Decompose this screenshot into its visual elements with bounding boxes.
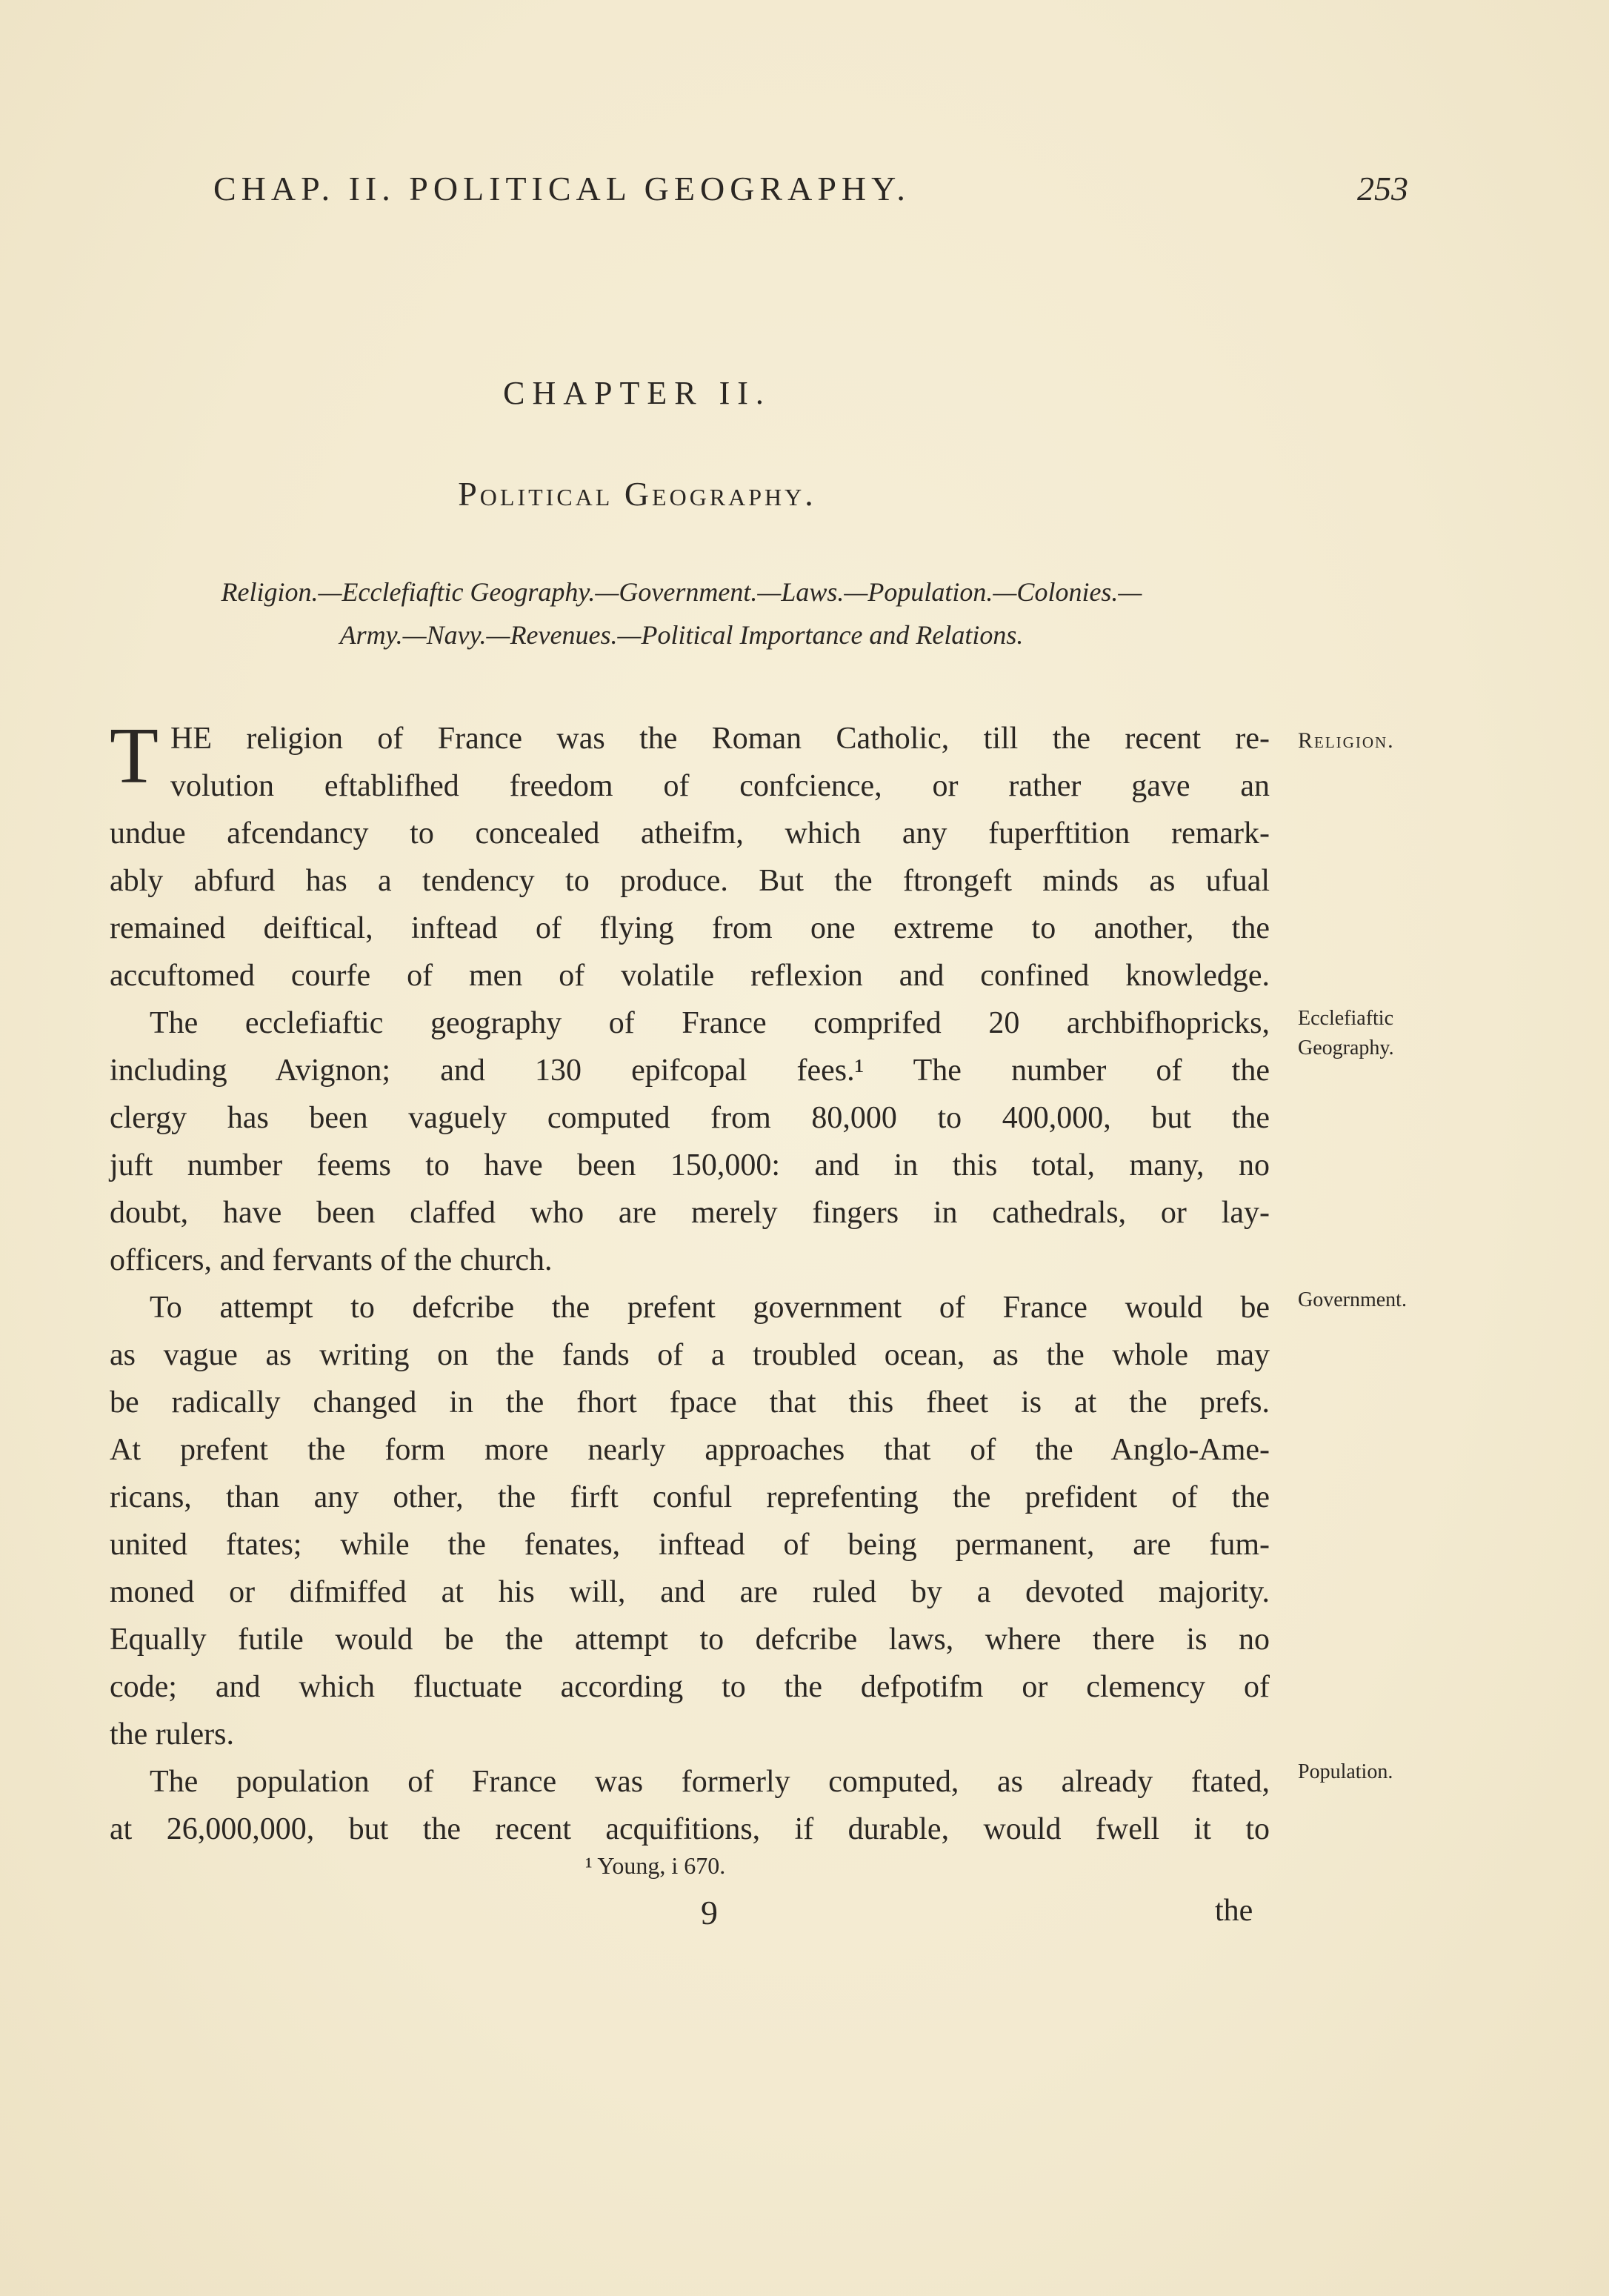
text-line: officers, and fervants of the church. [110,1243,553,1277]
chapter-subtitle: Political Geography. [458,475,816,513]
margin-note-population: Population. [1298,1760,1393,1783]
text-line: united ftates; while the fenates, inftead of being permanent, are fum- [110,1528,1270,1562]
drop-cap: T [110,712,159,800]
catchword: the [1215,1894,1253,1928]
text-line: the rulers. [110,1717,234,1751]
text-line: doubt, have been claffed who are merely fingers in cathedrals, or lay- [110,1196,1270,1230]
margin-note-geography: Geography. [1298,1036,1394,1059]
text-line: volution eftablifhed freedom of confcience, or rather gave an [170,769,1270,803]
text-line: be radically changed in the fhort fpace that this fheet is at the prefs. [110,1385,1270,1420]
contents-line: Religion.—Ecclefiaftic Geography.—Government.—Laws.—Population.—Colonies.— [221,577,1142,607]
page-number: 253 [1357,170,1408,207]
text-line: juft number feems to have been 150,000: and in this total, many, no [110,1148,1270,1182]
text-line: Equally futile would be the attempt to defcribe laws, where there is no [110,1623,1270,1657]
text-line: At prefent the form more nearly approaches that of the Anglo-Ame- [110,1433,1270,1467]
text-line: The population of France was formerly computed, as already ftated, [150,1765,1270,1799]
margin-note-government: Government. [1298,1288,1407,1311]
text-line: ably abfurd has a tendency to produce. But the ftrongeft minds as ufual [110,864,1270,898]
text-line: accuftomed courfe of men of volatile reflexion and confined knowledge. [110,959,1270,993]
text-line: undue afcendancy to concealed atheifm, which any fuperftition remark- [110,816,1270,851]
text-line: clergy has been vaguely computed from 80,000 to 400,000, but the [110,1101,1270,1135]
signature-mark: 9 [701,1894,718,1931]
text-line: including Avignon; and 130 epifcopal fees.¹ The number of the [110,1054,1270,1088]
running-head: CHAP. II. POLITICAL GEOGRAPHY. [213,170,910,207]
text-line: moned or difmiffed at his will, and are ruled by a devoted majority. [110,1575,1270,1609]
footnote: ¹ Young, i 670. [585,1852,726,1879]
text-line: The ecclefiaftic geography of France comprifed 20 archbifhopricks, [150,1006,1270,1040]
text-line: code; and which fluctuate according to the defpotifm or clemency of [110,1670,1270,1704]
text-line: ricans, than any other, the firft conful reprefenting the prefident of the [110,1480,1270,1514]
text-line: To attempt to defcribe the prefent government of France would be [150,1291,1270,1325]
text-line: HE religion of France was the Roman Catholic, till the recent re- [170,722,1270,756]
margin-note-ecclesiastic: Ecclefiaftic [1298,1007,1394,1030]
contents-line: Army.—Navy.—Revenues.—Political Importance and Relations. [339,620,1024,650]
body-text [110,712,1270,1853]
chapter-contents [89,570,1274,656]
margin-note-religion: Religion. [1298,728,1395,753]
text-line: as vague as writing on the fands of a troubled ocean, as the whole may [110,1338,1270,1372]
text-line: remained deiftical, inftead of flying from one extreme to another, the [110,911,1270,945]
chapter-title: CHAPTER II. [503,375,771,411]
text-line: at 26,000,000, but the recent acquifitions, if durable, would fwell it to [110,1812,1270,1846]
